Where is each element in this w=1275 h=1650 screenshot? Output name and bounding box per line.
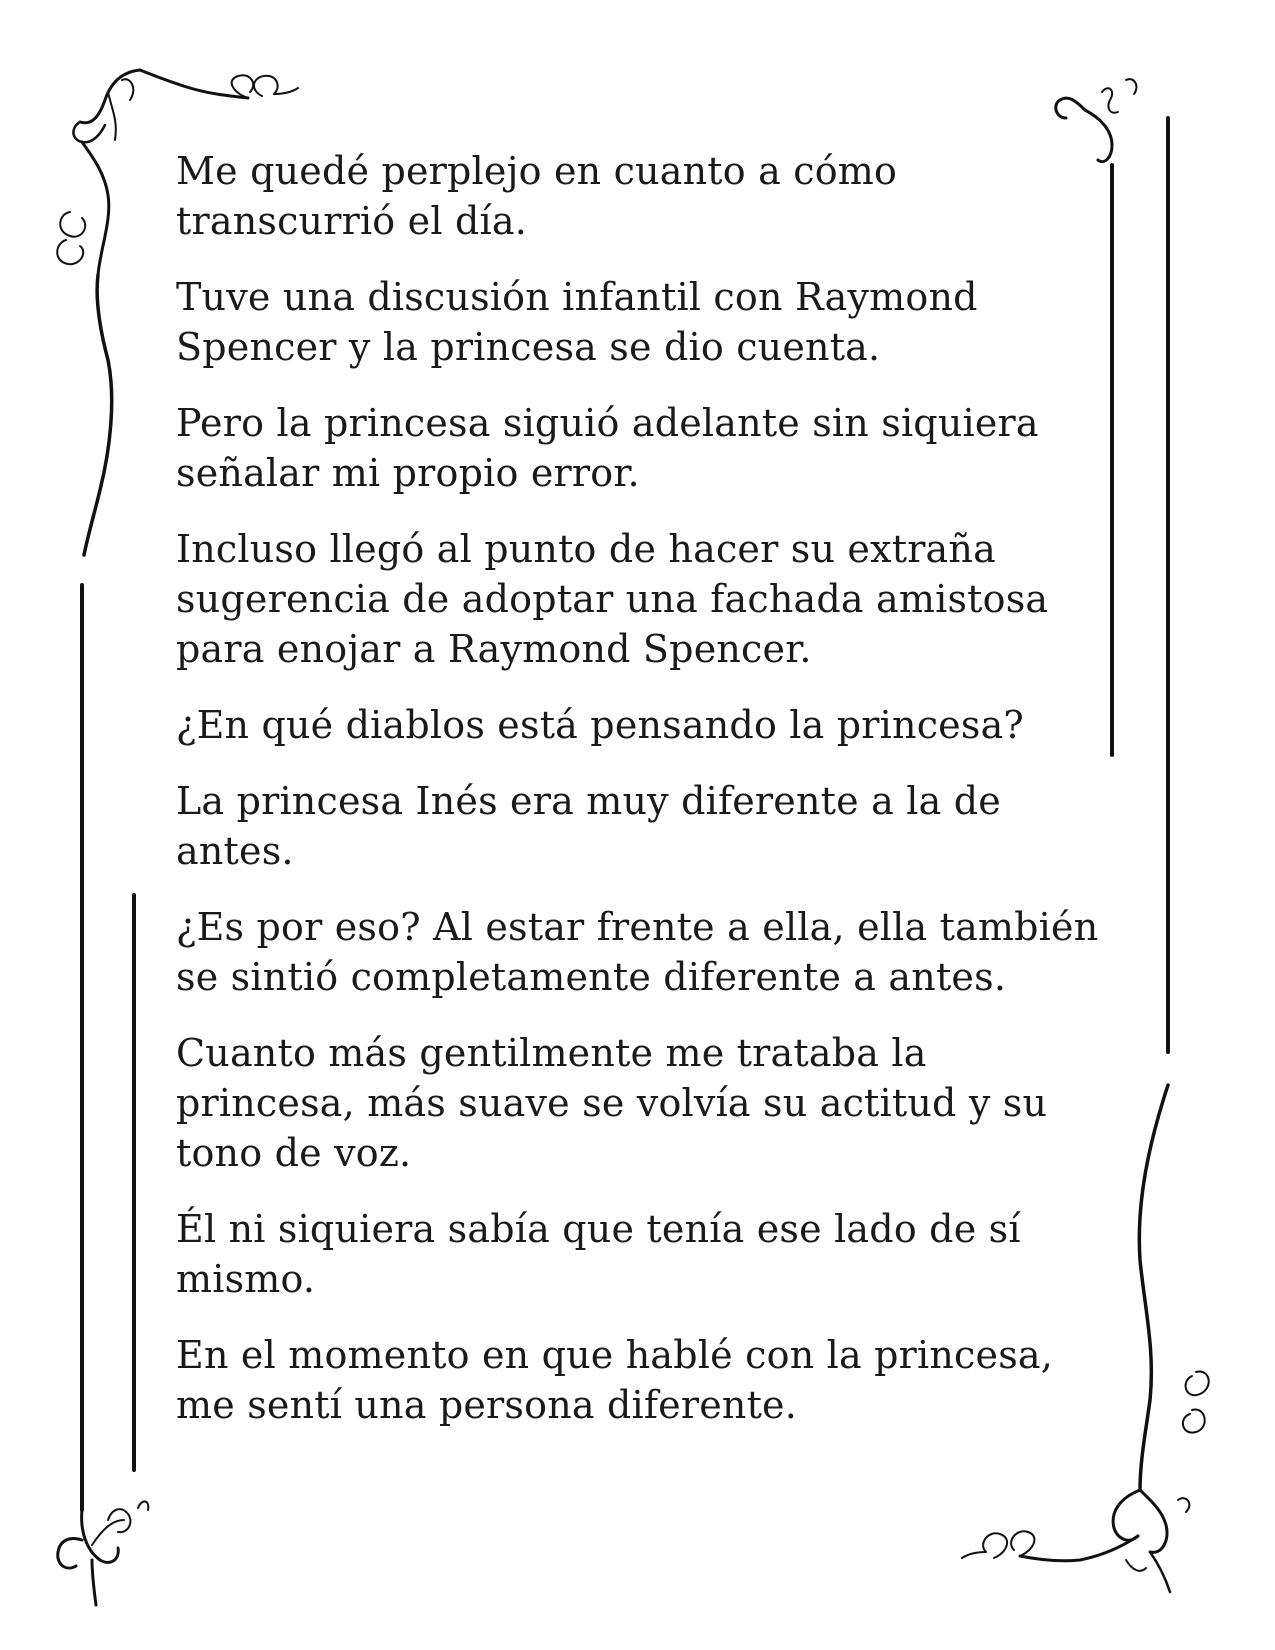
vertical-rules [82,585,134,1510]
text-body [176,146,1106,1456]
paragraph: ¿Es por eso? Al estar frente a ella, ella también se sintió completamente diferente a antes. [176,905,1099,999]
paragraph: Incluso llegó al punto de hacer su extraña sugerencia de adoptar una fachada amistosa para enojar a Raymond Spencer. [176,527,1049,671]
paragraph: En el momento en que hablé con la princesa, me sentí una persona diferente. [176,1333,1054,1427]
paragraph: ¿En qué diablos está pensando la princesa? [176,703,1024,747]
paragraph: Tuve una discusión infantil con Raymond Spencer y la princesa se dio cuenta. [176,275,978,369]
paragraph: Me quedé perplejo en cuanto a cómo transcurrió el día. [176,149,898,243]
paragraph: Cuanto más gentilmente me trataba la princesa, más suave se volvía su actitud y su tono de voz. [176,1031,1048,1175]
paragraph: La princesa Inés era muy diferente a la de antes. [176,779,1001,873]
paragraph: Pero la princesa siguió adelante sin siquiera señalar mi propio error. [176,401,1039,495]
flourish-bottom-left [58,1501,149,1605]
paragraph: Él ni siquiera sabía que tenía ese lado de sí mismo. [176,1207,1021,1301]
